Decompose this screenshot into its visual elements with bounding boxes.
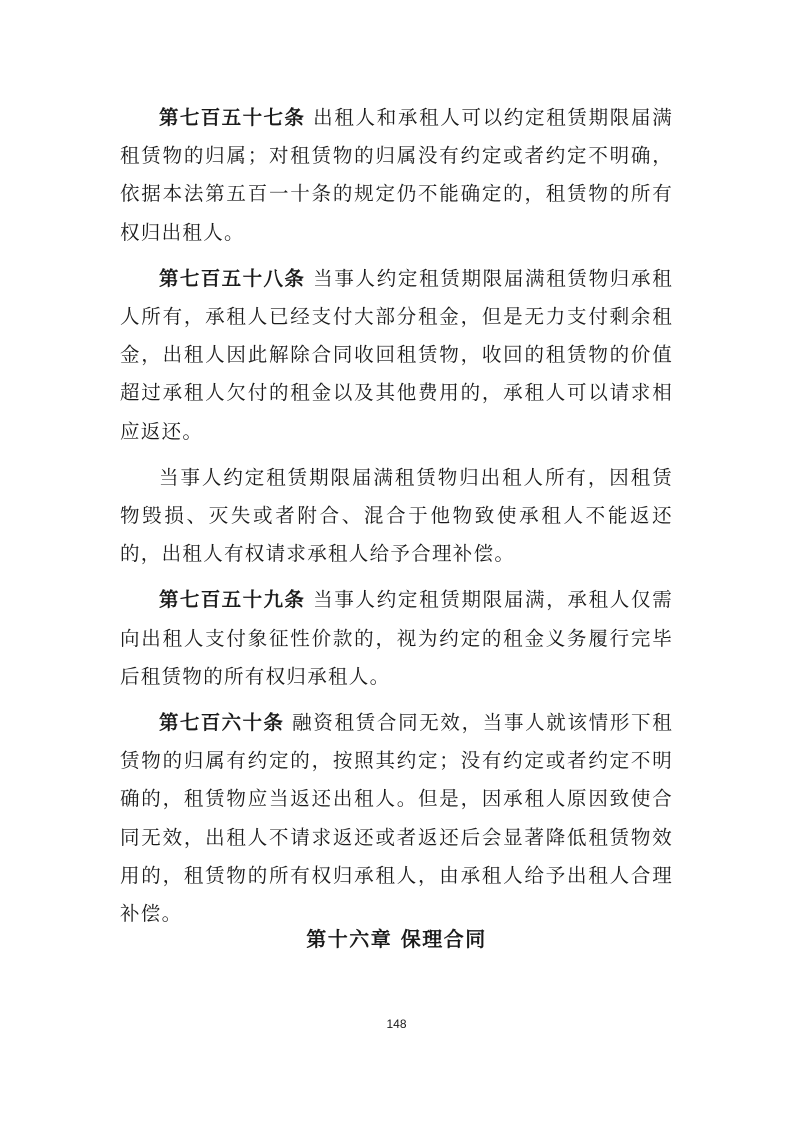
page-number: 148	[386, 1017, 407, 1031]
article-text: 出租人和承租人可以约定租赁期限届满租赁物的归属；对租赁物的归属没有约定或者约定不明确，依据本法第五百一十条的规定仍不能确定的，租赁物的所有权归出租人。	[120, 106, 673, 244]
article-757-paragraph	[120, 99, 673, 252]
article-758-paragraph-2	[120, 459, 673, 574]
article-text: 当事人约定租赁期限届满租赁物归出租人所有，因租赁物毁损、灭失或者附合、混合于他物致使承租人不能返还的，出租人有权请求承租人给予合理补偿。	[120, 465, 673, 566]
article-number: 第七百五十七条	[159, 106, 306, 129]
chapter-heading: 第十六章 保理合同	[306, 927, 487, 951]
article-760-paragraph	[120, 704, 673, 933]
article-text: 融资租赁合同无效，当事人就该情形下租赁物的归属有约定的，按照其约定；没有约定或者约定不明确的，租赁物应当返还出租人。但是，因承租人原因致使合同无效，出租人不请求返还或者返还后会显著降低租赁物效用的，租赁物的所有权归承租人，由承租人给予出租人合理补偿。	[120, 711, 674, 926]
article-number: 第七百五十九条	[159, 588, 306, 612]
article-759-paragraph	[120, 581, 673, 696]
article-text: 当事人约定租赁期限届满，承租人仅需向出租人支付象征性价款的，视为约定的租金义务履行完毕后租赁物的所有权归承租人。	[120, 588, 673, 688]
document-body	[120, 99, 673, 941]
article-text: 当事人约定租赁期限届满租赁物归承租人所有，承租人已经支付大部分租金，但是无力支付剩余租金，出租人因此解除合同收回租赁物，收回的租赁物的价值超过承租人欠付的租金以及其他费用的，承租人可以请求相应返还。	[120, 266, 673, 443]
article-number: 第七百六十条	[159, 711, 285, 735]
article-758-paragraph	[120, 260, 673, 451]
article-number: 第七百五十八条	[159, 266, 306, 290]
